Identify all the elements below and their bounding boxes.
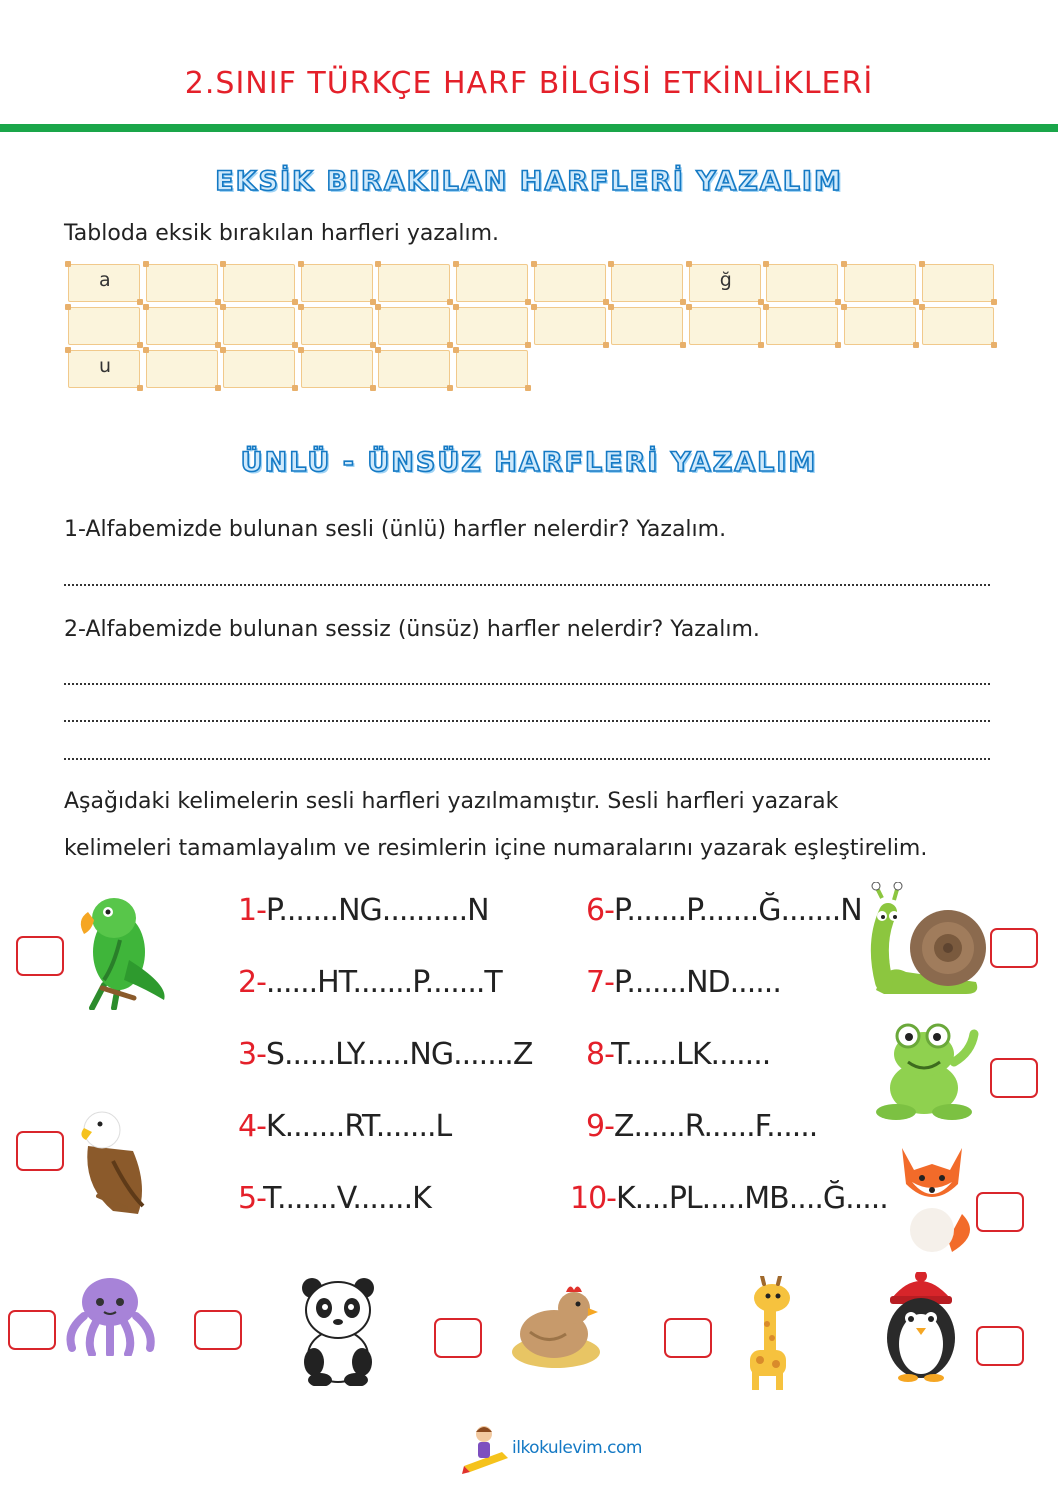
answer-box-frog[interactable] [990, 1058, 1038, 1098]
giraffe-illustration [736, 1276, 800, 1392]
alphabet-cell[interactable] [611, 307, 683, 345]
alphabet-cell[interactable] [534, 307, 606, 345]
alphabet-cell[interactable] [378, 264, 450, 302]
alphabet-cell[interactable] [456, 307, 528, 345]
site-name: ilkokulevim.com [512, 1438, 642, 1458]
section3-instruction-line2: kelimeleri tamamlayalım ve resimlerin içine numaralarını yazarak eşleştirelim. [64, 836, 928, 861]
question-1: 1-Alfabemizde bulunan sesli (ünlü) harfler nelerdir? Yazalım. [64, 517, 727, 542]
fox-illustration [892, 1144, 972, 1256]
alphabet-cell[interactable] [611, 264, 683, 302]
kid-on-pencil-icon [462, 1422, 510, 1474]
section1-instruction: Tabloda eksik bırakılan harfleri yazalım. [64, 221, 500, 246]
eagle-illustration [78, 1106, 158, 1216]
answer-line-1[interactable] [64, 584, 990, 586]
answer-box-octopus[interactable] [8, 1310, 56, 1350]
alphabet-cell[interactable] [689, 307, 761, 345]
word-item-8: 8-T......LK....... [586, 1037, 771, 1072]
hen-illustration [508, 1282, 604, 1370]
alphabet-cell[interactable] [456, 264, 528, 302]
penguin-illustration [880, 1272, 962, 1382]
answer-box-fox[interactable] [976, 1192, 1024, 1232]
footer-logo [462, 1422, 672, 1474]
answer-box-parrot[interactable] [16, 936, 64, 976]
parrot-illustration [74, 890, 174, 1010]
word-item-4: 4-K.......RT.......L [238, 1109, 452, 1144]
word-item-1: 1-P.......NG..........N [238, 893, 489, 928]
answer-box-hen[interactable] [434, 1318, 482, 1358]
frog-illustration [876, 1022, 980, 1122]
alphabet-cell[interactable] [378, 350, 450, 388]
alphabet-cell[interactable] [146, 307, 218, 345]
section1-heading: EKSİK BIRAKILAN HARFLERİ YAZALIM [215, 166, 843, 197]
panda-illustration [296, 1276, 380, 1386]
answer-line-4[interactable] [64, 758, 990, 760]
alphabet-cell[interactable] [68, 307, 140, 345]
alphabet-cell[interactable] [378, 307, 450, 345]
alphabet-cell[interactable] [301, 264, 373, 302]
alphabet-cell[interactable] [223, 350, 295, 388]
alphabet-cell[interactable] [844, 264, 916, 302]
answer-box-giraffe[interactable] [664, 1318, 712, 1358]
alphabet-cell[interactable] [922, 307, 994, 345]
word-item-9: 9-Z......R......F...... [586, 1109, 818, 1144]
title-underline-bar [0, 124, 1058, 132]
word-item-6: 6-P.......P.......Ğ.......N [586, 893, 862, 928]
word-item-7: 7-P.......ND...... [586, 965, 781, 1000]
alphabet-cell[interactable] [223, 307, 295, 345]
word-item-2: 2-......HT.......P.......T [238, 965, 502, 1000]
alphabet-cell[interactable] [534, 264, 606, 302]
alphabet-cell[interactable] [844, 307, 916, 345]
answer-box-penguin[interactable] [976, 1326, 1024, 1366]
alphabet-cell[interactable] [146, 264, 218, 302]
alphabet-cell[interactable] [456, 350, 528, 388]
answer-line-3[interactable] [64, 720, 990, 722]
alphabet-cell[interactable] [301, 307, 373, 345]
snail-illustration [866, 882, 990, 1000]
octopus-illustration [64, 1276, 158, 1356]
word-item-3: 3-S......LY......NG.......Z [238, 1037, 533, 1072]
answer-box-snail[interactable] [990, 928, 1038, 968]
word-item-10: 10-K....PL.....MB....Ğ..... [570, 1181, 888, 1216]
alphabet-cell[interactable] [766, 264, 838, 302]
question-2: 2-Alfabemizde bulunan sessiz (ünsüz) harfler nelerdir? Yazalım. [64, 617, 760, 642]
page-title: 2.SINIF TÜRKÇE HARF BİLGİSİ ETKİNLİKLERİ [184, 66, 874, 101]
section2-heading: ÜNLÜ - ÜNSÜZ HARFLERİ YAZALIM [240, 447, 818, 478]
answer-line-2[interactable] [64, 683, 990, 685]
alphabet-cell[interactable] [146, 350, 218, 388]
alphabet-cell[interactable] [301, 350, 373, 388]
word-item-5: 5-T.......V.......K [238, 1181, 431, 1216]
answer-box-eagle[interactable] [16, 1131, 64, 1171]
answer-box-panda[interactable] [194, 1310, 242, 1350]
alphabet-cell[interactable]: u [68, 350, 140, 388]
alphabet-cell[interactable]: ğ [689, 264, 761, 302]
section3-instruction-line1: Aşağıdaki kelimelerin sesli harfleri yazılmamıştır. Sesli harfleri yazarak [64, 789, 839, 814]
alphabet-cell[interactable] [766, 307, 838, 345]
alphabet-cell[interactable] [922, 264, 994, 302]
alphabet-cell[interactable] [223, 264, 295, 302]
alphabet-cell[interactable]: a [68, 264, 140, 302]
